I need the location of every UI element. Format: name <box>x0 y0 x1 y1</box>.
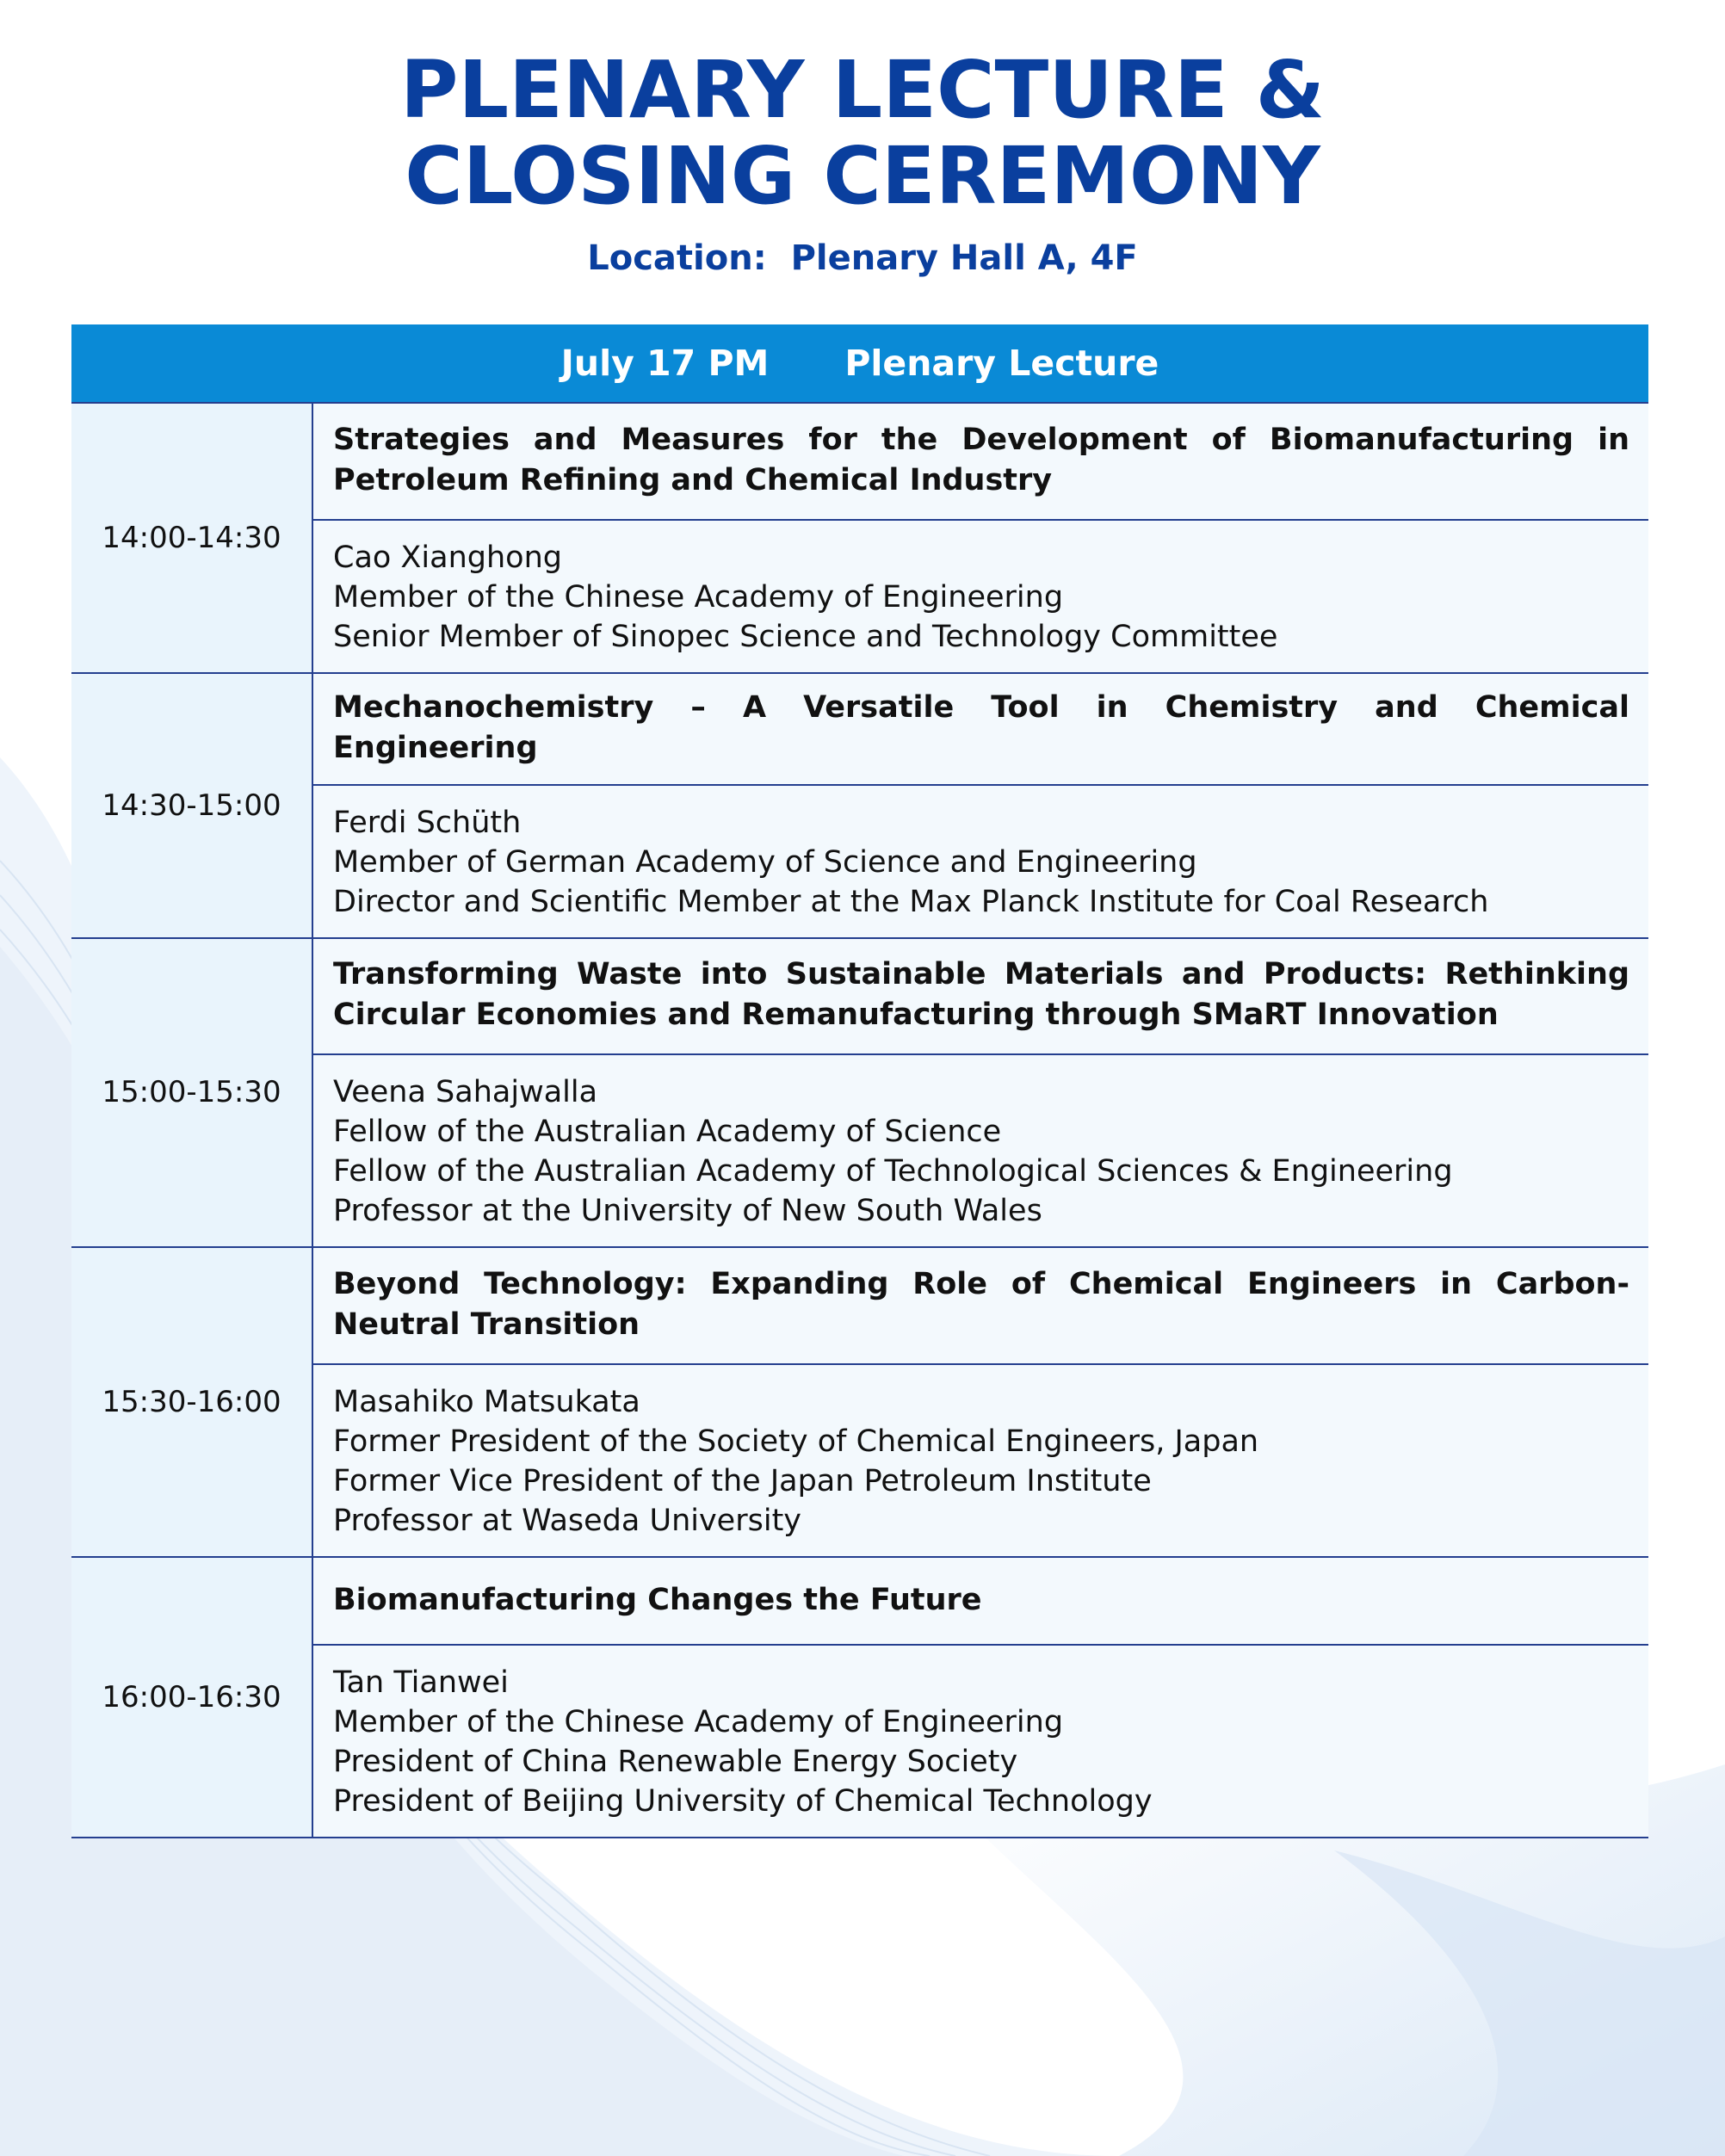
talk-title: Mechanochemistry – A Versatile Tool in Chemistry and Chemical Engineering <box>312 673 1648 785</box>
header-session: Plenary Lecture <box>844 343 1159 384</box>
speaker-affiliation: Professor at Waseda University <box>333 1504 802 1538</box>
session-title-row <box>71 673 1648 785</box>
talk-title: Biomanufacturing Changes the Future <box>312 1557 1648 1645</box>
session-time: 14:30-15:00 <box>71 673 312 938</box>
header-bar <box>71 324 1648 403</box>
title-line-2: CLOSING CEREMONY <box>405 130 1320 222</box>
speaker-name: Tan Tianwei <box>333 1665 509 1700</box>
talk-title: Transforming Waste into Sustainable Materials and Products: Rethinking Circular Economies and Remanufacturing through SMaRT Innovation <box>312 938 1648 1054</box>
talk-title: Beyond Technology: Expanding Role of Chemical Engineers in Carbon-Neutral Transition <box>312 1247 1648 1364</box>
speaker-name: Cao Xianghong <box>333 541 562 575</box>
speaker-affiliation: Member of the Chinese Academy of Engineering <box>333 580 1064 615</box>
talk-title: Strategies and Measures for the Development of Biomanufacturing in Petroleum Refining and Chemical Industry <box>312 403 1648 520</box>
speaker-info <box>312 1645 1648 1838</box>
speaker-info <box>312 1364 1648 1557</box>
location-label: Location: <box>587 238 767 278</box>
speaker-affiliation: Senior Member of Sinopec Science and Technology Committee <box>333 620 1278 654</box>
table-header-row <box>71 324 1648 403</box>
session-title-row <box>71 938 1648 1054</box>
session-time: 14:00-14:30 <box>71 403 312 673</box>
speaker-affiliation: Fellow of the Australian Academy of Science <box>333 1115 1002 1149</box>
speaker-affiliation: Member of German Academy of Science and Engineering <box>333 845 1197 880</box>
location-value: Plenary Hall A, 4F <box>790 238 1138 278</box>
speaker-name: Ferdi Schüth <box>333 806 522 840</box>
speaker-affiliation: Professor at the University of New South Wales <box>333 1194 1042 1228</box>
header-date: July 17 PM <box>560 343 770 384</box>
session-time: 16:00-16:30 <box>71 1557 312 1838</box>
title-line-1: PLENARY LECTURE & <box>400 44 1325 136</box>
session-time: 15:30-16:00 <box>71 1247 312 1557</box>
speaker-affiliation: President of China Renewable Energy Society <box>333 1745 1018 1779</box>
session-title-row <box>71 403 1648 520</box>
speaker-affiliation: Fellow of the Australian Academy of Technological Sciences & Engineering <box>333 1154 1453 1189</box>
location-line <box>0 234 1725 282</box>
speaker-name: Masahiko Matsukata <box>333 1385 640 1419</box>
speaker-info <box>312 1054 1648 1247</box>
speaker-info <box>312 520 1648 673</box>
speaker-name: Veena Sahajwalla <box>333 1075 598 1109</box>
speaker-affiliation: Director and Scientific Member at the Max Planck Institute for Coal Research <box>333 885 1489 919</box>
session-time: 15:00-15:30 <box>71 938 312 1247</box>
session-title-row <box>71 1247 1648 1364</box>
page-title <box>0 44 1725 222</box>
session-title-row <box>71 1557 1648 1645</box>
speaker-info <box>312 785 1648 938</box>
schedule-table <box>71 324 1648 1838</box>
speaker-affiliation: President of Beijing University of Chemical Technology <box>333 1784 1153 1819</box>
speaker-affiliation: Member of the Chinese Academy of Engineering <box>333 1705 1064 1739</box>
speaker-affiliation: Former Vice President of the Japan Petroleum Institute <box>333 1464 1152 1498</box>
speaker-affiliation: Former President of the Society of Chemical Engineers, Japan <box>333 1424 1259 1459</box>
